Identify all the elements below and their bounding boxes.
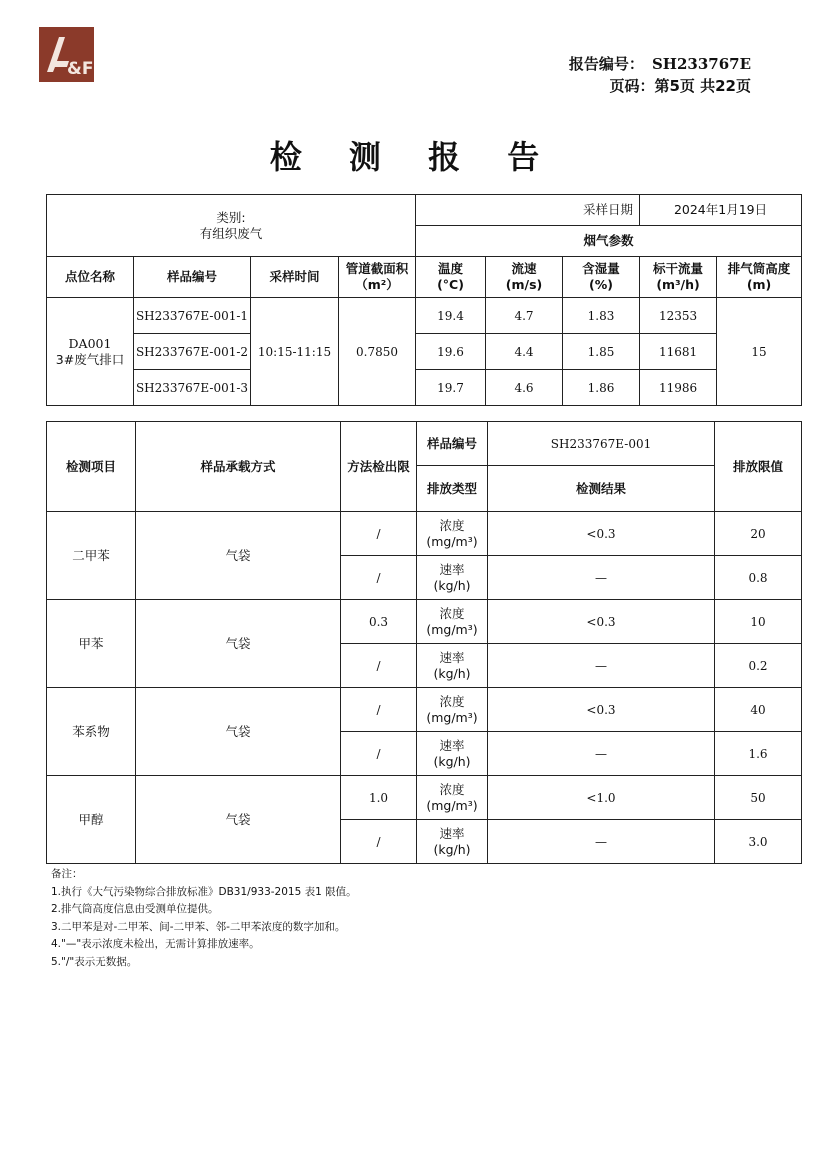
conc-result: <0.3 <box>488 688 715 732</box>
pipe-area: 0.7850 <box>339 298 416 406</box>
col-flow-speed <box>486 257 563 298</box>
sampling-date-value: 2024年1月19日 <box>640 195 802 226</box>
point-code: DA001 <box>68 335 112 351</box>
rate-limit: 0.2 <box>715 644 802 688</box>
rate-result: — <box>488 644 715 688</box>
conc-label: 浓度 <box>439 781 465 797</box>
rate-limit: 3.0 <box>715 820 802 864</box>
sample-no: SH233767E-001-1 <box>134 298 251 334</box>
temperature: 19.6 <box>416 334 486 370</box>
rate-detection-limit: / <box>341 644 417 688</box>
result-label: 检测结果 <box>488 466 715 512</box>
temperature: 19.7 <box>416 370 486 406</box>
moisture: 1.85 <box>563 334 640 370</box>
col-moisture-label: 含湿量 <box>582 261 620 276</box>
page-title: 检 测 报 告 <box>269 138 558 176</box>
conc-label: 浓度 <box>439 693 465 709</box>
rate-unit: (kg/h) <box>433 753 471 769</box>
col-std-flow-unit: (m³/h) <box>656 277 700 292</box>
rate-detection-limit: / <box>341 732 417 776</box>
col-stack-height-label: 排气筒高度 <box>727 261 791 276</box>
col-pipe-area-label: 管道截面积 <box>345 261 409 276</box>
note-item: 1.执行《大气污染物综合排放标准》DB31/933-2015 表1 限值。 <box>51 885 357 898</box>
emission-type-label: 排放类型 <box>417 466 488 512</box>
rate-type <box>417 820 488 864</box>
item-name: 苯系物 <box>47 688 136 776</box>
col-moisture <box>563 257 640 298</box>
rate-result: — <box>488 556 715 600</box>
note-item: 5."/"表示无数据。 <box>51 955 138 968</box>
rate-detection-limit: / <box>341 820 417 864</box>
conc-type <box>417 688 488 732</box>
sample-no: SH233767E-001-3 <box>134 370 251 406</box>
rate-limit: 0.8 <box>715 556 802 600</box>
conc-unit: (mg/m³) <box>426 709 478 725</box>
conc-limit: 50 <box>715 776 802 820</box>
notes-heading: 备注： <box>51 868 83 880</box>
conc-detection-limit: / <box>341 512 417 556</box>
std-flow: 12353 <box>640 298 717 334</box>
flue-gas-params-table <box>46 194 802 406</box>
stack-height: 15 <box>717 298 802 406</box>
flue-params-label: 烟气参数 <box>416 226 802 257</box>
sampling-time: 10:15-11:15 <box>251 298 339 406</box>
point-cell <box>47 298 134 406</box>
conc-result: <1.0 <box>488 776 715 820</box>
sample-no-value: SH233767E-001 <box>488 422 715 466</box>
note-item: 2.排气筒高度信息由受测单位提供。 <box>51 903 219 915</box>
item-name: 甲苯 <box>47 600 136 688</box>
rate-detection-limit: / <box>341 556 417 600</box>
report-number <box>569 54 751 75</box>
col-flow-speed-unit: (m/s) <box>505 277 543 292</box>
rate-unit: (kg/h) <box>433 665 471 681</box>
conc-limit: 20 <box>715 512 802 556</box>
conc-type <box>417 512 488 556</box>
sampling-date-label: 采样日期 <box>416 195 640 226</box>
sample-no-label: 样品编号 <box>417 422 488 466</box>
conc-detection-limit: 0.3 <box>341 600 417 644</box>
rate-unit: (kg/h) <box>433 577 471 593</box>
col-stack-height <box>717 257 802 298</box>
col-std-flow <box>640 257 717 298</box>
conc-unit: (mg/m³) <box>426 621 478 637</box>
col-flow-speed-label: 流速 <box>511 261 537 276</box>
col-temperature-unit: (°C) <box>437 277 464 292</box>
std-flow: 11986 <box>640 370 717 406</box>
notes <box>51 866 357 971</box>
category-value: 有组织废气 <box>199 225 263 241</box>
col-moisture-unit: (%) <box>589 277 613 292</box>
rate-label: 速率 <box>439 737 465 753</box>
rate-result: — <box>488 732 715 776</box>
conc-type <box>417 600 488 644</box>
col-carrier: 样品承载方式 <box>136 422 341 512</box>
sample-no: SH233767E-001-2 <box>134 334 251 370</box>
flow-speed: 4.4 <box>486 334 563 370</box>
temperature: 19.4 <box>416 298 486 334</box>
col-test-item: 检测项目 <box>47 422 136 512</box>
std-flow: 11681 <box>640 334 717 370</box>
rate-type <box>417 732 488 776</box>
rate-unit: (kg/h) <box>433 841 471 857</box>
conc-limit: 40 <box>715 688 802 732</box>
rate-limit: 1.6 <box>715 732 802 776</box>
rate-type <box>417 644 488 688</box>
item-carrier: 气袋 <box>136 512 341 600</box>
conc-detection-limit: / <box>341 688 417 732</box>
flow-speed: 4.7 <box>486 298 563 334</box>
category-cell <box>47 195 416 257</box>
rate-label: 速率 <box>439 649 465 665</box>
conc-label: 浓度 <box>439 605 465 621</box>
note-item: 4."—"表示浓度未检出，无需计算排放速率。 <box>51 938 260 950</box>
col-detection-limit: 方法检出限 <box>341 422 417 512</box>
col-sampling-time: 采样时间 <box>251 257 339 298</box>
col-sample-no: 样品编号 <box>134 257 251 298</box>
col-pipe-area <box>339 257 416 298</box>
conc-result: <0.3 <box>488 600 715 644</box>
conc-unit: (mg/m³) <box>426 533 478 549</box>
col-point-name: 点位名称 <box>47 257 134 298</box>
category-label: 类别: <box>216 209 246 225</box>
col-temperature <box>416 257 486 298</box>
company-logo <box>39 27 94 82</box>
svg-text:&F: &F <box>67 59 94 79</box>
rate-label: 速率 <box>439 825 465 841</box>
col-pipe-area-unit: （m²） <box>355 277 399 292</box>
test-results-table <box>46 421 802 864</box>
item-carrier: 气袋 <box>136 688 341 776</box>
report-number-value: SH233767E <box>651 55 751 73</box>
page-info: 页码：第5页 共22页 <box>609 77 751 95</box>
col-stack-height-unit: (m) <box>746 277 772 292</box>
rate-label: 速率 <box>439 561 465 577</box>
conc-type <box>417 776 488 820</box>
note-item: 3.二甲苯是对-二甲苯、间-二甲苯、邻-二甲苯浓度的数字加和。 <box>51 920 346 933</box>
item-name: 甲醇 <box>47 776 136 864</box>
conc-detection-limit: 1.0 <box>341 776 417 820</box>
conc-unit: (mg/m³) <box>426 797 478 813</box>
moisture: 1.83 <box>563 298 640 334</box>
col-std-flow-label: 标干流量 <box>653 261 704 276</box>
item-name: 二甲苯 <box>47 512 136 600</box>
item-carrier: 气袋 <box>136 776 341 864</box>
col-emission-limit: 排放限值 <box>715 422 802 512</box>
conc-label: 浓度 <box>439 517 465 533</box>
flow-speed: 4.6 <box>486 370 563 406</box>
col-temperature-label: 温度 <box>438 261 464 276</box>
conc-result: <0.3 <box>488 512 715 556</box>
rate-type <box>417 556 488 600</box>
moisture: 1.86 <box>563 370 640 406</box>
report-number-label: 报告编号： <box>568 55 644 73</box>
rate-result: — <box>488 820 715 864</box>
conc-limit: 10 <box>715 600 802 644</box>
item-carrier: 气袋 <box>136 600 341 688</box>
point-name: 3#废气排口 <box>55 351 125 367</box>
